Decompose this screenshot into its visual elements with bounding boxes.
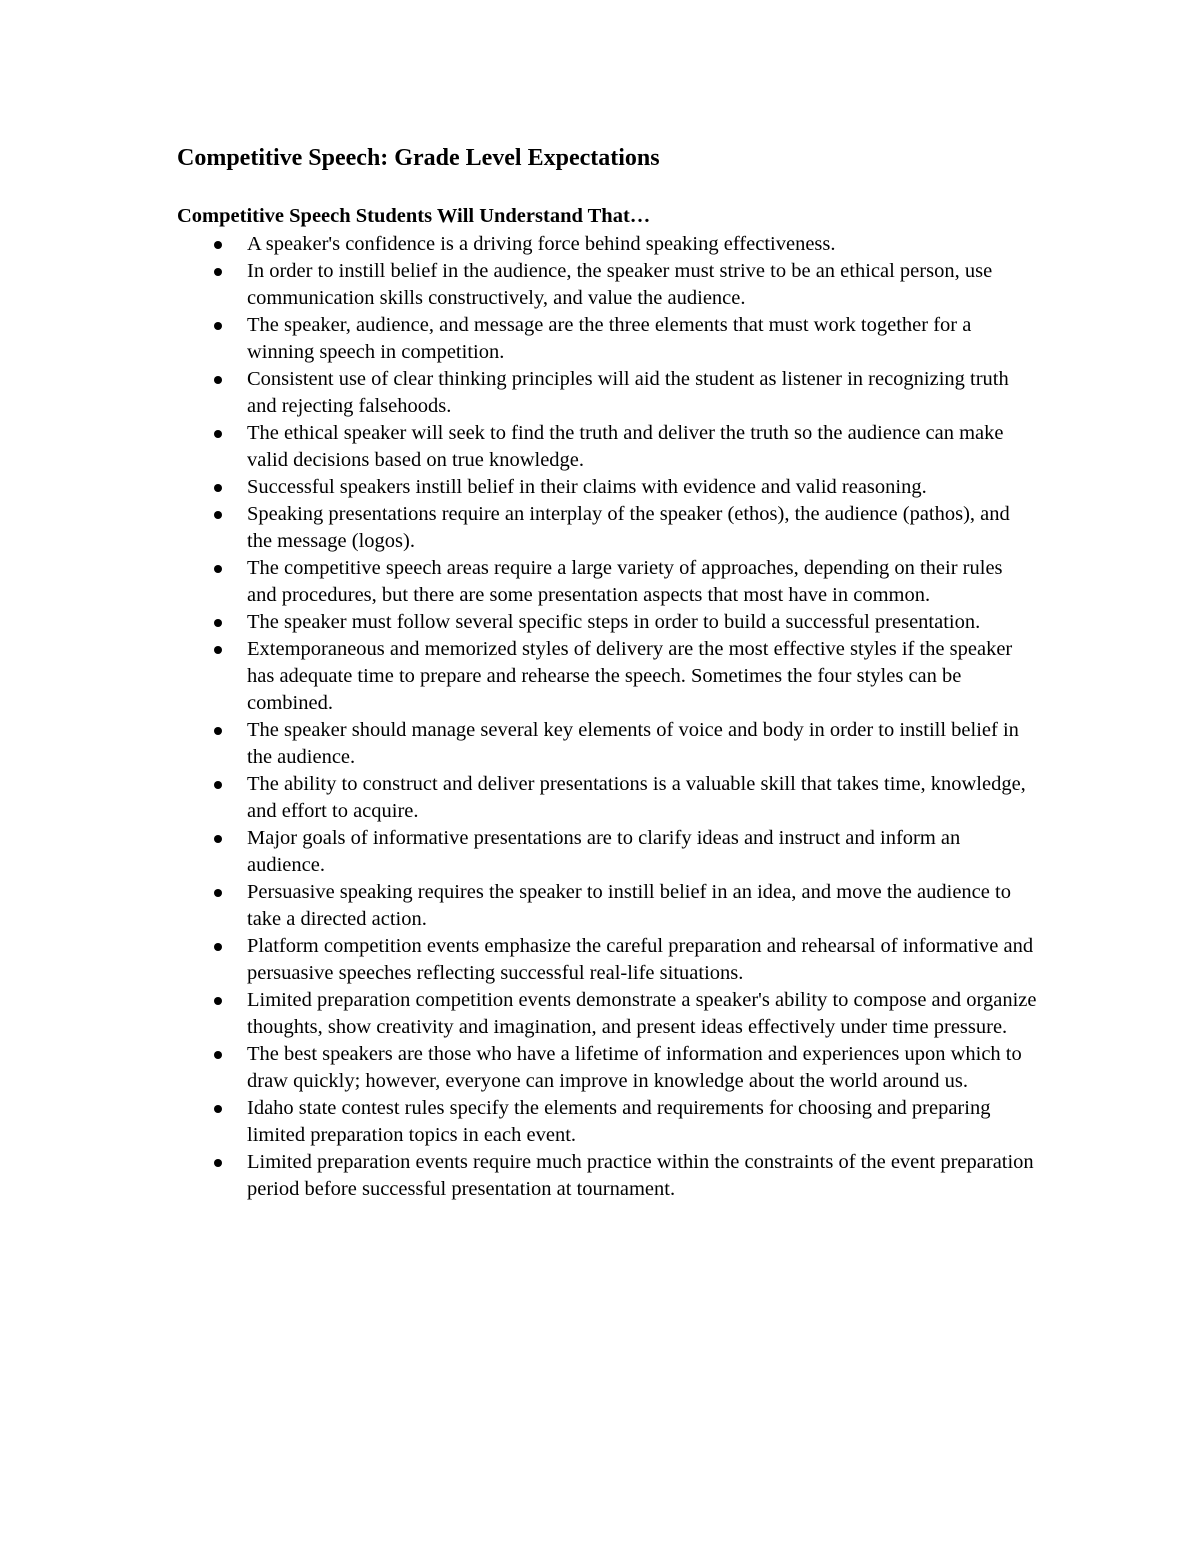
- list-item-text: The ethical speaker will seek to find the truth and deliver the truth so the audience can make valid decisions based on true knowledge.: [247, 422, 1004, 471]
- bullet-icon: [214, 430, 222, 438]
- list-item-text: Consistent use of clear thinking principles will aid the student as listener in recognizing truth and rejecting falsehoods.: [247, 368, 1009, 417]
- list-item: [247, 501, 1037, 555]
- list-item-text: Idaho state contest rules specify the elements and requirements for choosing and preparing limited preparation topics in each event.: [247, 1097, 991, 1146]
- bullet-icon: [214, 781, 222, 789]
- bullet-icon: [214, 268, 222, 276]
- bullet-icon: [214, 241, 222, 249]
- bullet-icon: [214, 1159, 222, 1167]
- bullet-icon: [214, 619, 222, 627]
- list-item: [247, 987, 1037, 1041]
- list-item: [247, 1041, 1037, 1095]
- expectations-list: [247, 231, 1037, 1203]
- list-item-text: The speaker must follow several specific steps in order to build a successful presentation.: [247, 611, 981, 633]
- section-heading: Competitive Speech Students Will Understand That…: [177, 205, 651, 227]
- bullet-icon: [214, 1105, 222, 1113]
- bullet-icon: [214, 1051, 222, 1059]
- list-item-text: Major goals of informative presentations are to clarify ideas and instruct and inform an audience.: [247, 827, 961, 876]
- list-item: [247, 312, 1037, 366]
- list-item: [247, 231, 1037, 258]
- list-item: [247, 258, 1037, 312]
- list-item-text: Persuasive speaking requires the speaker to instill belief in an idea, and move the audience to take a directed action.: [247, 881, 1011, 930]
- list-item-text: The competitive speech areas require a large variety of approaches, depending on their rules and procedures, but there are some presentation aspects that most have in common.: [247, 557, 1003, 606]
- list-item-text: The ability to construct and deliver presentations is a valuable skill that takes time, knowledge, and effort to acquire.: [247, 773, 1026, 822]
- list-item: [247, 420, 1037, 474]
- list-item: [247, 1095, 1037, 1149]
- bullet-icon: [214, 727, 222, 735]
- list-item-text: Speaking presentations require an interplay of the speaker (ethos), the audience (pathos), and the message (logos).: [247, 503, 1010, 552]
- list-item: [247, 555, 1037, 609]
- bullet-icon: [214, 322, 222, 330]
- list-item-text: In order to instill belief in the audience, the speaker must strive to be an ethical person, use communication skills constructively, and value the audience.: [247, 260, 993, 309]
- list-item: [247, 1149, 1037, 1203]
- list-item: [247, 933, 1037, 987]
- list-item: [247, 474, 1037, 501]
- bullet-icon: [214, 376, 222, 384]
- bullet-icon: [214, 646, 222, 654]
- bullet-icon: [214, 943, 222, 951]
- list-item-text: A speaker's confidence is a driving force behind speaking effectiveness.: [247, 233, 836, 255]
- bullet-icon: [214, 835, 222, 843]
- list-item-text: Platform competition events emphasize the careful preparation and rehearsal of informative and persuasive speeches reflecting successful real-life situations.: [247, 935, 1034, 984]
- list-item-text: The speaker should manage several key elements of voice and body in order to instill belief in the audience.: [247, 719, 1019, 768]
- list-item-text: Extemporaneous and memorized styles of delivery are the most effective styles if the speaker has adequate time to prepare and rehearse the speech. Sometimes the four styles can be combined.: [247, 638, 1013, 714]
- list-item: [247, 366, 1037, 420]
- list-item-text: The speaker, audience, and message are the three elements that must work together for a winning speech in competition.: [247, 314, 972, 363]
- bullet-icon: [214, 484, 222, 492]
- bullet-icon: [214, 997, 222, 1005]
- list-item: [247, 879, 1037, 933]
- document-title: Competitive Speech: Grade Level Expectations: [177, 145, 660, 171]
- list-item-text: Limited preparation competition events demonstrate a speaker's ability to compose and organize thoughts, show creativity and imagination, and present ideas effectively under time pressure.: [247, 989, 1037, 1038]
- list-item: [247, 717, 1037, 771]
- bullet-icon: [214, 889, 222, 897]
- list-item: [247, 609, 1037, 636]
- bullet-icon: [214, 565, 222, 573]
- list-item-text: Successful speakers instill belief in their claims with evidence and valid reasoning.: [247, 476, 927, 498]
- list-item-text: Limited preparation events require much practice within the constraints of the event preparation period before successful presentation at tournament.: [247, 1151, 1034, 1200]
- list-item: [247, 825, 1037, 879]
- list-item: [247, 771, 1037, 825]
- list-item: [247, 636, 1037, 717]
- bullet-icon: [214, 511, 222, 519]
- list-item-text: The best speakers are those who have a lifetime of information and experiences upon which to draw quickly; however, everyone can improve in knowledge about the world around us.: [247, 1043, 1022, 1092]
